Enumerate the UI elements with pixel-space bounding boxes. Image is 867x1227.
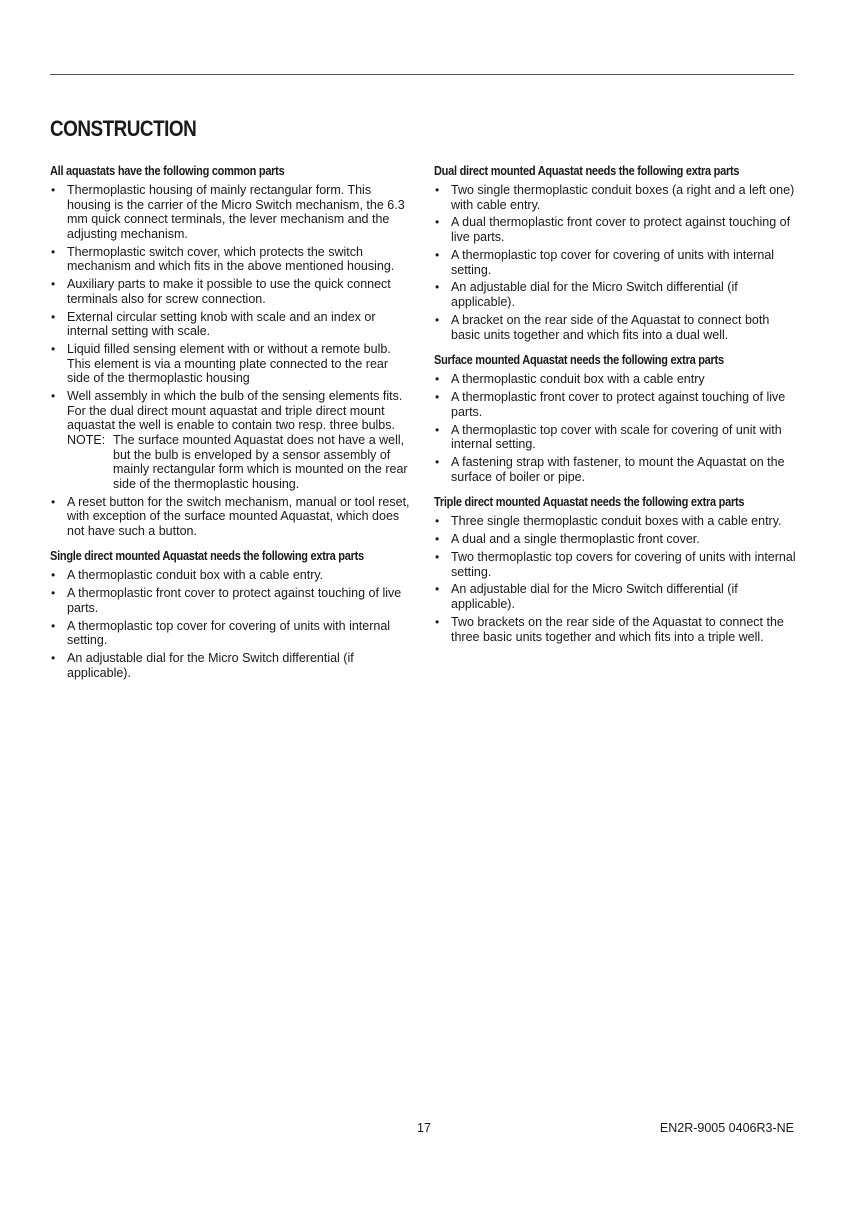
header-rule (50, 74, 794, 75)
single-mounted-heading: Single direct mounted Aquastat needs the following extra parts (50, 549, 364, 564)
list-item: • A thermoplastic conduit box with a cable entry (435, 372, 705, 387)
bullet-icon: • (435, 183, 440, 197)
bullet-icon: • (435, 312, 440, 327)
list-item: • Two brackets on the rear side of the Aquastat to connect the three basic units together and which fits into a triple well. (435, 614, 784, 644)
bullet-icon: • (51, 494, 56, 509)
list-item: • A reset button for the switch mechanism, manual or tool reset, with exception of the surface mounted Aquastat, which does not have such a button. (51, 494, 410, 538)
list-item: • A thermoplastic front cover to protect against touching of live parts. (435, 390, 786, 419)
note-text: The surface mounted Aquastat does not have a well, but the bulb is enveloped by a sensor assembly of mainly rectangular form which is mounted on the rear side of the thermoplastic housing. (113, 432, 408, 491)
bullet-icon: • (51, 277, 56, 292)
list-item: • Well assembly in which the bulb of the sensing elements fits. For the dual direct mount aquastat and triple direct mount aquastat the well is enable to contain two resp. three bulbs. NOTE: The surface mounted Aquastat does not have a well, but the bulb is enveloped by a sensor assembly of mainly rectangular form which is mounted on the rear side of the thermoplastic housing. (50, 389, 412, 491)
bullet-icon: • (435, 532, 440, 547)
bullet-icon: • (435, 247, 440, 262)
bullet-icon: • (51, 651, 56, 666)
bullet-icon: • (435, 514, 440, 529)
bullet-icon: • (51, 183, 56, 197)
list-item: • A thermoplastic conduit box with a cable entry. (51, 568, 324, 583)
bullet-icon: • (51, 342, 56, 357)
list-item: • A fastening strap with fastener, to mount the Aquastat on the surface of boiler or pipe. (435, 454, 785, 484)
common-parts-heading: All aquastats have the following common parts (50, 164, 285, 178)
common-parts-list (50, 183, 412, 538)
list-item: • External circular setting knob with scale and an index or internal setting with scale. (51, 309, 376, 339)
list-item: • A thermoplastic top cover for covering of units with internal setting. (51, 618, 391, 648)
list-item: • Two thermoplastic top covers for covering of units with internal setting. (435, 549, 796, 579)
list-item: • A thermoplastic front cover to protect against touching of live parts. (51, 586, 402, 615)
bullet-icon: • (435, 614, 440, 629)
list-item: • Liquid filled sensing element with or without a remote bulb. This element is via a mounting plate connected to the rear side of the thermoplastic housing (51, 342, 391, 386)
list-item: • A dual thermoplastic front cover to protect against touching of live parts. (435, 215, 791, 245)
right-column (434, 163, 796, 654)
bullet-icon: • (51, 586, 56, 601)
list-item: • Thermoplastic switch cover, which protects the switch mechanism and which fits in the above mentioned housing. (51, 244, 395, 274)
dual-mounted-list (434, 183, 796, 342)
triple-mounted-heading: Triple direct mounted Aquastat needs the following extra parts (434, 495, 745, 510)
bullet-icon: • (51, 389, 56, 404)
bullet-icon: • (435, 280, 440, 295)
page-number: 17 (417, 1121, 431, 1135)
list-item: • An adjustable dial for the Micro Switch differential (if applicable). (435, 582, 738, 612)
list-item: • Auxiliary parts to make it possible to use the quick connect terminals also for screw connection. (51, 277, 391, 306)
surface-mounted-list (434, 372, 796, 484)
list-item: • An adjustable dial for the Micro Switch differential (if applicable). (51, 651, 354, 680)
page-title: CONSTRUCTION (50, 116, 197, 141)
list-item: • An adjustable dial for the Micro Switch differential (if applicable). (435, 280, 738, 310)
list-item: • Two single thermoplastic conduit boxes (a right and a left one) with cable entry. (435, 183, 795, 212)
bullet-icon: • (51, 244, 56, 259)
dual-mounted-heading: Dual direct mounted Aquastat needs the following extra parts (434, 164, 740, 178)
list-item: • Three single thermoplastic conduit boxes with a cable entry. (435, 514, 782, 529)
list-item: • A bracket on the rear side of the Aquastat to connect both basic units together and which fits into a dual well. (435, 312, 770, 342)
list-item: • A thermoplastic top cover with scale for covering of unit with internal setting. (435, 422, 782, 452)
note (67, 433, 412, 491)
single-mounted-list (50, 568, 412, 680)
bullet-icon: • (51, 618, 56, 633)
list-item: • Thermoplastic housing of mainly rectangular form. This housing is the carrier of the Micro Switch mechanism, the 6.3 mm quick connect terminals, the lever mechanism and the adjusting mechanism. (51, 183, 405, 241)
bullet-icon: • (435, 390, 440, 405)
bullet-icon: • (435, 422, 440, 437)
bullet-icon: • (435, 454, 440, 469)
list-item: • A thermoplastic top cover for covering of units with internal setting. (435, 247, 775, 277)
document-code: EN2R-9005 0406R3-NE (659, 1121, 794, 1135)
bullet-icon: • (435, 549, 440, 564)
bullet-icon: • (51, 568, 56, 583)
bullet-icon: • (51, 309, 56, 324)
bullet-icon: • (435, 582, 440, 597)
note-label: NOTE: (67, 432, 106, 447)
left-column (50, 163, 412, 690)
surface-mounted-heading: Surface mounted Aquastat needs the following extra parts (434, 353, 724, 368)
bullet-icon: • (435, 215, 440, 230)
bullet-icon: • (435, 372, 440, 387)
list-item: • A dual and a single thermoplastic front cover. (435, 532, 700, 547)
triple-mounted-list (434, 514, 796, 644)
